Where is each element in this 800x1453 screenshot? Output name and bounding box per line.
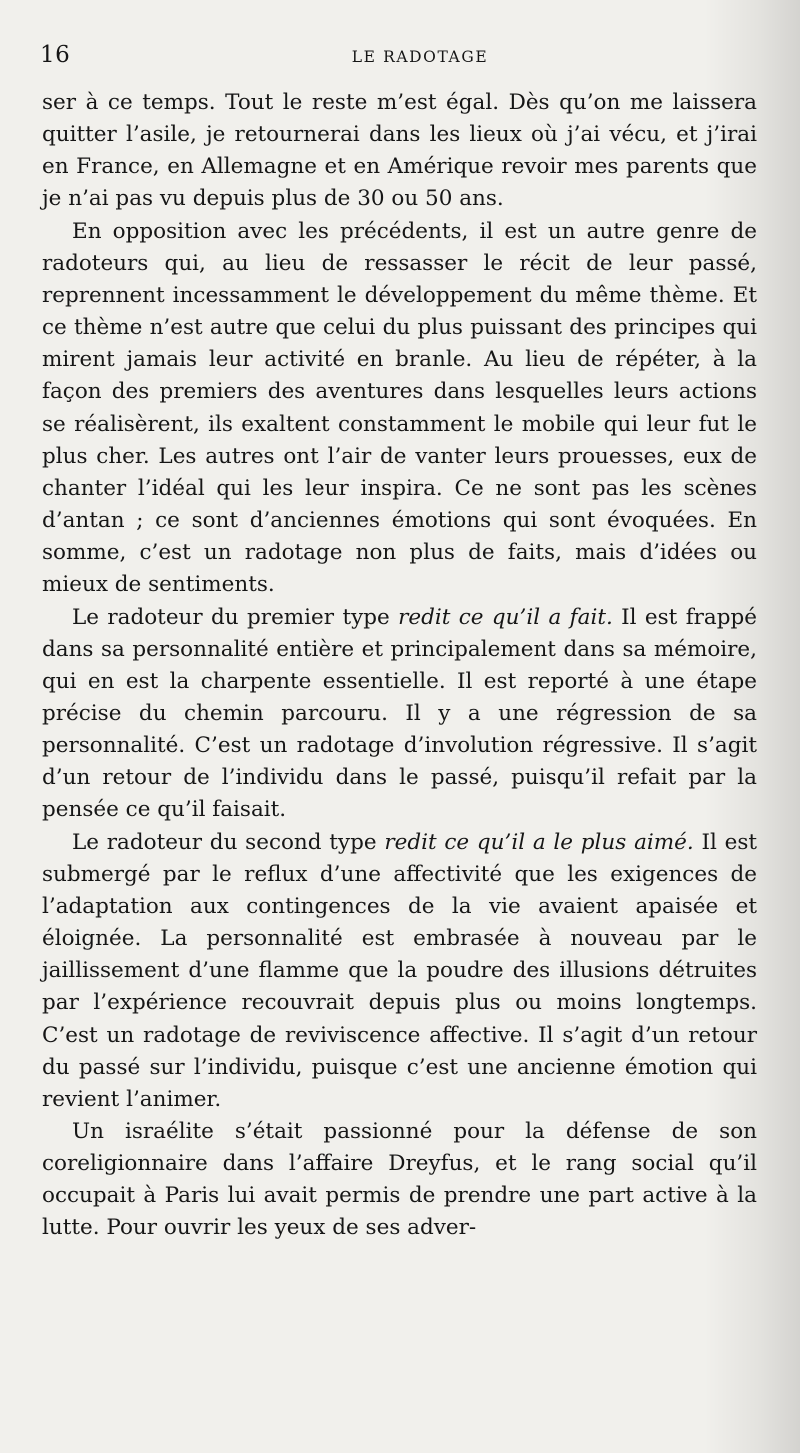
paragraph-second-type [42,827,757,1116]
paragraph-first-type-lead: Le radoteur du premier type [72,604,399,630]
running-title: LE RADOTAGE [351,48,489,66]
paragraph-second-type-rest: Il est submergé par le reflux d’une affectivité que les exigences de l’adaptation aux contingences de la vie avaient apaisée et éloignée. La personnalité est embrasée à nouveau par le jaillissement d’une flamme que la poudre des illusions détruites par l’expérience recouvrait depuis plus ou moins longtemps. C’est un radotage de reviviscence affective. Il s’agit d’un retour du passé sur l’individu, puisque c’est une ancienne émotion qui revient l’animer. [42,829,758,1112]
running-head [40,42,760,74]
body-text [42,87,757,1245]
page-number: 16 [40,42,71,68]
paragraph-second-type-emphasis: redit ce qu’il a le plus aimé. [384,829,694,855]
paragraph-second-type-lead: Le radoteur du second type [72,829,385,855]
paragraph-second-kind-radoteurs: En opposition avec les précédents, il est un autre genre de radoteurs qui, au lieu de ressasser le récit de leur passé, reprennent incessamment le développement du même thème. Et ce thème n’est autre que celui du plus puissant des principes qui mirent jamais leur activité en branle. Au lieu de répéter, à la façon des premiers des aventures dans lesquelles leurs actions se réalisèrent, ils exaltent constamment le mobile qui leur fut le plus cher. Les autres ont l’air de vanter leurs prouesses, eux de chanter l’idéal qui les leur inspira. Ce ne sont pas les scènes d’antan ; ce sont d’anciennes émotions qui sont évoquées. En somme, c’est un radotage non plus de faits, mais d’idées ou mieux de sentiments. [42,218,757,598]
paragraph-first-type [42,602,757,827]
paragraph-continuation: ser à ce temps. Tout le reste m’est égal. Dès qu’on me laissera quitter l’asile, je retournerai dans les lieux où j’ai vécu, et j’irai en France, en Allemagne et en Amérique revoir mes parents que je n’ai pas vu depuis plus de 30 ou 50 ans. [42,90,757,212]
paragraph-first-type-emphasis: redit ce qu’il a fait. [398,604,613,630]
paragraph-first-type-rest: Il est frappé dans sa personnalité entière et principalement dans sa mémoire, qui en est la charpente essentielle. Il est reporté à une étape précise du chemin parcouru. Il y a une régression de sa personnalité. C’est un radotage d’involution régressive. Il s’agit d’un retour de l’individu dans le passé, puisqu’il refait par la pensée ce qu’il faisait. [42,604,757,823]
paragraph-dreyfus-example: Un israélite s’était passionné pour la défense de son coreligionnaire dans l’affaire Dreyfus, et le rang social qu’il occupait à Paris lui avait permis de prendre une part active à la lutte. Pour ouvrir les yeux de ses adver- [42,1119,757,1241]
